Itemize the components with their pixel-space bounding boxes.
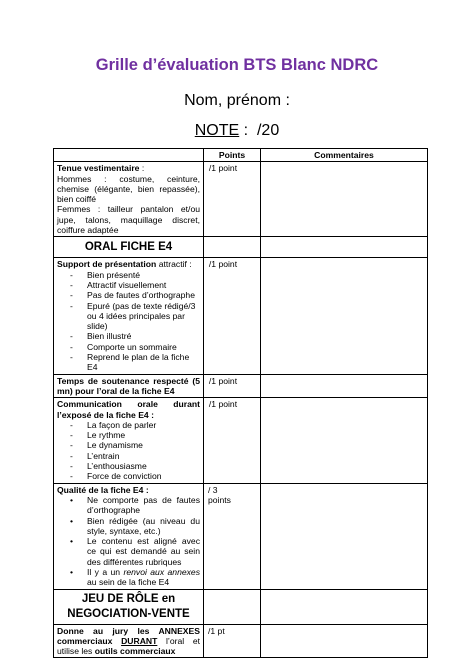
list-item: - L’enthousiasme (57, 461, 200, 471)
table-row (54, 162, 428, 237)
list-item: - Bien illustré (57, 331, 200, 341)
header-points: Points (204, 149, 261, 162)
comments-cell[interactable] (261, 398, 428, 483)
comments-cell[interactable] (261, 162, 428, 237)
criteria-text: Femmes : tailleur pantalon et/ou jupe, talons, maquillage discret, coiffure adaptée (57, 204, 200, 236)
criteria-heading: Support de présentation attractif : (57, 259, 192, 270)
list-item: - La façon de parler (57, 420, 200, 430)
criteria-cell (54, 162, 204, 237)
criteria-list (57, 495, 200, 588)
note-line (0, 122, 474, 140)
list-item: • Le contenu est aligné avec ce qui est demandé au sein des différentes rubriques (57, 536, 200, 567)
table-row (54, 483, 428, 589)
comments-cell[interactable] (261, 483, 428, 589)
points-cell: /1 point (204, 374, 261, 398)
criteria-list (57, 270, 200, 373)
comments-cell[interactable] (261, 237, 428, 258)
criteria-cell (54, 483, 204, 589)
comments-cell[interactable] (261, 258, 428, 374)
criteria-cell: Donne au jury les ANNEXES commerciaux DURANT l’oral et utilise les outils commerciaux (54, 624, 204, 658)
points-cell: /1 point (204, 398, 261, 483)
list-item: - Le rythme (57, 430, 200, 440)
header-criteria (54, 149, 204, 162)
criteria-heading: Qualité de la fiche E4 : (57, 484, 149, 495)
note-label: NOTE (194, 122, 240, 139)
list-item: • Il y a un renvoi aux annexes au sein de la fiche E4 (57, 567, 200, 588)
criteria-list (57, 420, 200, 482)
criteria-cell (54, 398, 204, 483)
criteria-cell (54, 374, 204, 398)
points-cell: /1 pt (204, 624, 261, 658)
section-heading: JEU DE RÔLE en NEGOCIATION-VENTE (54, 589, 204, 624)
list-item: - Attractif visuellement (57, 280, 200, 290)
page-title: Grille d’évaluation BTS Blanc NDRC (95, 56, 379, 74)
comments-cell[interactable] (261, 374, 428, 398)
list-item: - Bien présenté (57, 270, 200, 280)
table-row (54, 258, 428, 374)
list-item: - L’entrain (57, 451, 200, 461)
points-cell: /1 point (204, 258, 261, 374)
points-cell (204, 589, 261, 624)
table-row (54, 398, 428, 483)
table-header-row (54, 149, 428, 162)
list-item: • Bien rédigée (au niveau du style, syntaxe, etc.) (57, 516, 200, 537)
criteria-text: Hommes : costume, ceinture, chemise (élégante, bien repassée), bien coiffé (57, 173, 200, 205)
criteria-cell (54, 258, 204, 374)
evaluation-table (53, 148, 428, 658)
list-item: • Ne comporte pas de fautes d’orthographe (57, 495, 200, 516)
comments-cell[interactable] (261, 624, 428, 658)
note-value: /20 (256, 122, 280, 139)
section-row (54, 237, 428, 258)
list-item: - Pas de fautes d’orthographe (57, 290, 200, 300)
list-item: - Comporte un sommaire (57, 342, 200, 352)
table-row (54, 624, 428, 658)
name-line: Nom, prénom : (184, 92, 290, 109)
points-cell: /1 point (204, 162, 261, 237)
points-cell (204, 237, 261, 258)
list-item: - Le dynamisme (57, 440, 200, 450)
comments-cell[interactable] (261, 589, 428, 624)
note-separator: : (239, 122, 257, 139)
table-row (54, 374, 428, 398)
section-row (54, 589, 428, 624)
section-heading: ORAL FICHE E4 (54, 237, 204, 258)
criteria-heading: Tenue vestimentaire : (57, 163, 145, 174)
list-item: - Reprend le plan de la fiche E4 (57, 352, 200, 373)
criteria-heading: Temps de soutenance respecté (5 mn) pour l’oral de la fiche E4 (57, 375, 200, 396)
points-cell: / 3 points (204, 483, 261, 589)
header-comments: Commentaires (261, 149, 428, 162)
list-item: - Force de conviction (57, 471, 200, 481)
list-item: - Epuré (pas de texte rédigé/3 ou 4 idées principales par slide) (57, 301, 200, 332)
criteria-heading: Communication orale durant l’exposé de la fiche E4 : (57, 399, 200, 420)
